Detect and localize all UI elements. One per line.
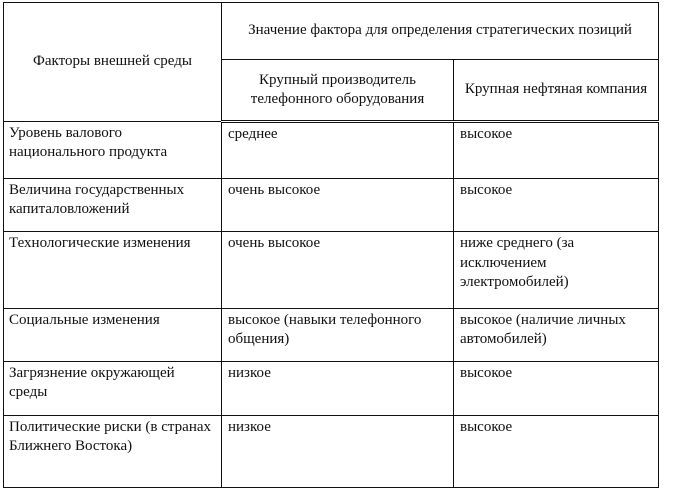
- company-2-value-text: высокое: [460, 365, 513, 382]
- company-1-value-text: очень высокое: [228, 235, 321, 252]
- table-body: [4, 122, 659, 488]
- strategic-factors-table: [3, 2, 659, 488]
- company-1-value-cell: [222, 178, 454, 232]
- company-1-value-cell: [222, 122, 454, 179]
- company-1-value-cell: [222, 308, 454, 362]
- company-1-header-label: Крупный производитель телефонного оборудования: [250, 71, 425, 107]
- table-row: [4, 362, 659, 416]
- company-2-value-text: высокое: [460, 418, 513, 435]
- company-2-header-label: Крупная нефтяная компания: [464, 81, 648, 98]
- table-header: [4, 3, 659, 122]
- factor-text: Технологические изменения: [9, 235, 191, 252]
- company-2-value-cell: [454, 232, 659, 308]
- company-2-value-cell: [454, 122, 659, 179]
- factor-text: Загрязнение окружающей среды: [9, 365, 175, 401]
- company-2-header: [454, 60, 659, 122]
- header-row-group: [4, 3, 659, 60]
- table-row: [4, 122, 659, 179]
- factor-cell: [4, 362, 222, 416]
- company-2-value-cell: [454, 308, 659, 362]
- factor-cell: [4, 415, 222, 487]
- company-2-value-text: высокое: [460, 181, 513, 198]
- company-1-value-text: низкое: [228, 365, 271, 382]
- company-1-value-cell: [222, 232, 454, 308]
- company-2-value-cell: [454, 415, 659, 487]
- company-1-header: [222, 60, 454, 122]
- table-row: [4, 415, 659, 487]
- company-1-value-text: высокое (навыки телефонного общения): [228, 311, 422, 347]
- company-2-value-cell: [454, 362, 659, 416]
- factor-text: Политические риски (в странах Ближнего Востока): [9, 418, 212, 455]
- table-row: [4, 178, 659, 232]
- factor-cell: [4, 122, 222, 179]
- table-row: [4, 232, 659, 308]
- factor-cell: [4, 178, 222, 232]
- company-1-value-cell: [222, 415, 454, 487]
- company-2-value-text: ниже среднего (за исключением электромобилей): [460, 235, 575, 290]
- factor-text: Уровень валового национального продукта: [9, 125, 168, 161]
- company-2-value-text: высокое (наличие личных автомобилей): [460, 311, 626, 347]
- company-2-value-text: высокое: [460, 126, 513, 142]
- company-1-value-cell: [222, 362, 454, 416]
- factor-cell: [4, 308, 222, 362]
- factor-column-header: [4, 3, 222, 122]
- company-1-value-text: низкое: [228, 418, 271, 435]
- factor-column-header-label: Факторы внешней среды: [33, 53, 192, 70]
- factor-value-group-header-label: Значение фактора для определения стратегических позиций: [248, 22, 632, 39]
- factor-cell: [4, 232, 222, 308]
- factor-text: Величина государственных капиталовложений: [9, 181, 185, 217]
- company-1-value-text: среднее: [228, 126, 278, 142]
- company-1-value-text: очень высокое: [228, 181, 321, 198]
- company-2-value-cell: [454, 178, 659, 232]
- factor-text: Социальные изменения: [9, 311, 160, 328]
- factor-value-group-header: [222, 3, 659, 60]
- table-row: [4, 308, 659, 362]
